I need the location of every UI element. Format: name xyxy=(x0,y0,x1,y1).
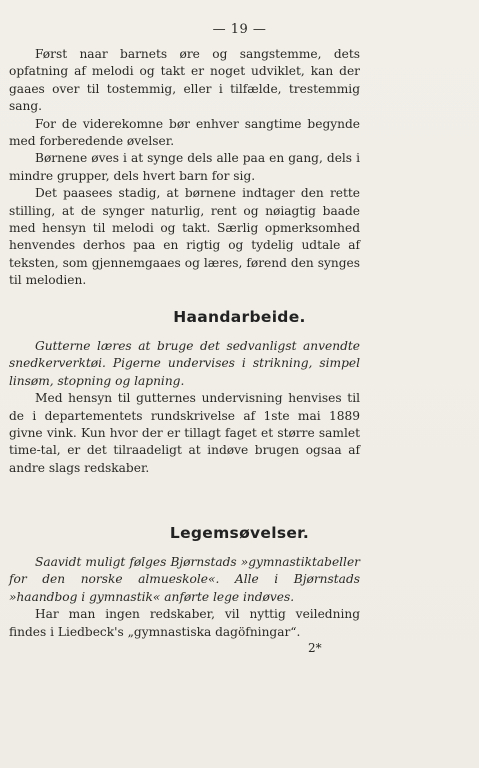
heading-legemsovelser: Legemsøvelser. xyxy=(169,524,310,542)
signature-mark: 2* xyxy=(308,641,322,655)
legemsovelser-section xyxy=(9,554,360,641)
page-number: — 19 — xyxy=(212,22,267,37)
haandarbeide-section xyxy=(9,338,360,477)
italic-paragraph: Gutterne læres at bruge det sedvanligst anvendte snedkerverktøi. Pigerne undervises i strikning, simpel linsøm, stopning og lapning. xyxy=(9,339,360,388)
paragraph: For de viderekomne bør enhver sangtime begynde med forberedende øvelser. xyxy=(9,116,360,149)
paragraph: Børnene øves i at synge dels alle paa en gang, dels i mindre grupper, dels hvert barn for sig. xyxy=(9,151,360,183)
paragraph: Har man ingen redskaber, vil nyttig veiledning findes i Liedbeck's „gymnastiska dagöfningar“. xyxy=(9,607,360,639)
singing-section xyxy=(9,46,360,290)
paragraph: Det paasees stadig, at børnene indtager den rette stilling, at de synger naturlig, rent og nøiagtig baade med hensyn til melodi og takt. Særlig opmerksomhed henvendes derhos paa en rigtig og tydelig udtale af teksten, som gjennemgaaes og læres, førend den synges til melodien. xyxy=(9,186,360,288)
paragraph: Med hensyn til gutternes undervisning henvises til de i departementets rundskrivelse af 1ste mai 1889 givne vink. Kun hvor der er tillagt faget et større samlet time-tal, er det tilraadeligt at indøve brugen ogsaa af andre slags redskaber. xyxy=(9,391,360,475)
paragraph: Først naar barnets øre og sangstemme, dets opfatning af melodi og takt er noget udviklet, kan der gaaes over til tostemmig, eller i tilfælde, trestemmig sang. xyxy=(9,47,360,114)
heading-haandarbeide: Haandarbeide. xyxy=(173,308,306,326)
italic-paragraph: Saavidt muligt følges Bjørnstads »gymnastiktabeller for den norske almueskole«. Alle i Bjørnstads »haandbog i gymnastik« anførte lege indøves. xyxy=(9,555,360,604)
